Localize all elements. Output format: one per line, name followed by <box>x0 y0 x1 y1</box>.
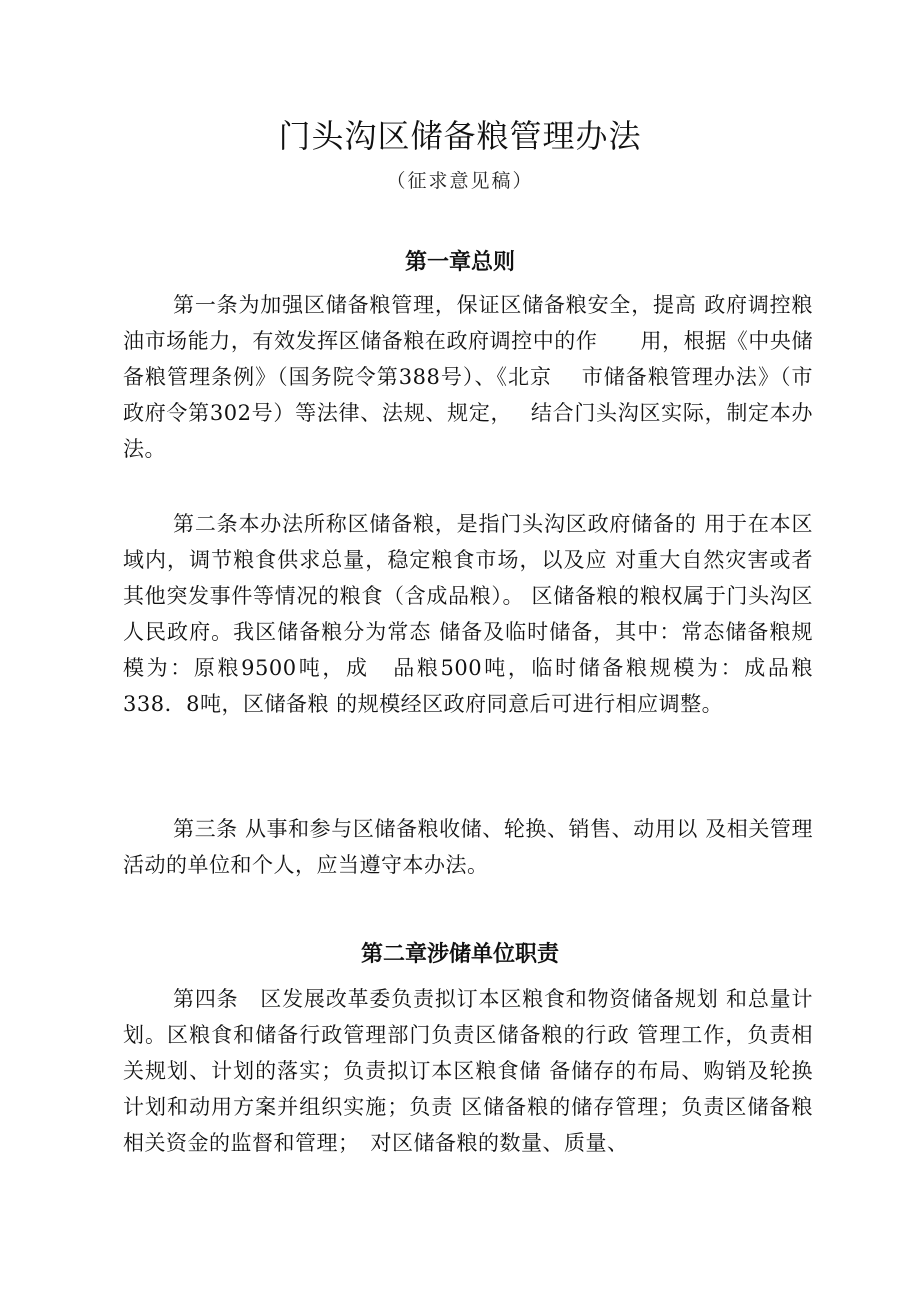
article-paragraph: 第三条 从事和参与区储备粮收储、轮换、销售、动用以 及相关管理活动的单位和个人，应当遵守本办法。 <box>123 817 813 877</box>
article-paragraph: 第一条为加强区储备粮管理，保证区储备粮安全，提高 政府调控粮油市场能力，有效发挥区储备粮在政府调控中的作 用，根据《中央储备粮管理条例》（国务院令第388号）、《北京 市储备粮管理办法》（市政府令第302号）等法律、法规、规定， 结合门头沟区实际，制定本办法。 <box>123 293 813 461</box>
chapter-heading: 第一章总则 <box>404 250 515 275</box>
article-paragraph: 第四条 区发展改革委负责拟订本区粮食和物资储备规划 和总量计划。区粮食和储备行政管理部门负责区储备粮的行政 管理工作，负责相关规划、计划的落实；负责拟订本区粮食储 备储存的布局、购销及轮换计划和动用方案并组织实施；负责 区储备粮的储存管理；负责区储备粮相关资金的监督和管理； 对区储备粮的数量、质量、 <box>123 987 813 1155</box>
document-subtitle: （征求意见稿） <box>386 170 534 192</box>
chapter-heading: 第二章涉储单位职责 <box>360 942 559 967</box>
document-title: 门头沟区储备粮管理办法 <box>278 117 642 155</box>
article-paragraph: 第二条本办法所称区储备粮，是指门头沟区政府储备的 用于在本区域内，调节粮食供求总量，稳定粮食市场，以及应 对重大自然灾害或者其他突发事件等情况的粮食（含成品粮）。 区储备粮的粮权属于门头沟区人民政府。我区储备粮分为常态 储备及临时储备，其中：常态储备粮规模为：原粮9500吨，成 品粮500吨，临时储备粮规模为：成品粮338．8吨，区储备粮 的规模经区政府同意后可进行相应调整。 <box>123 512 813 716</box>
